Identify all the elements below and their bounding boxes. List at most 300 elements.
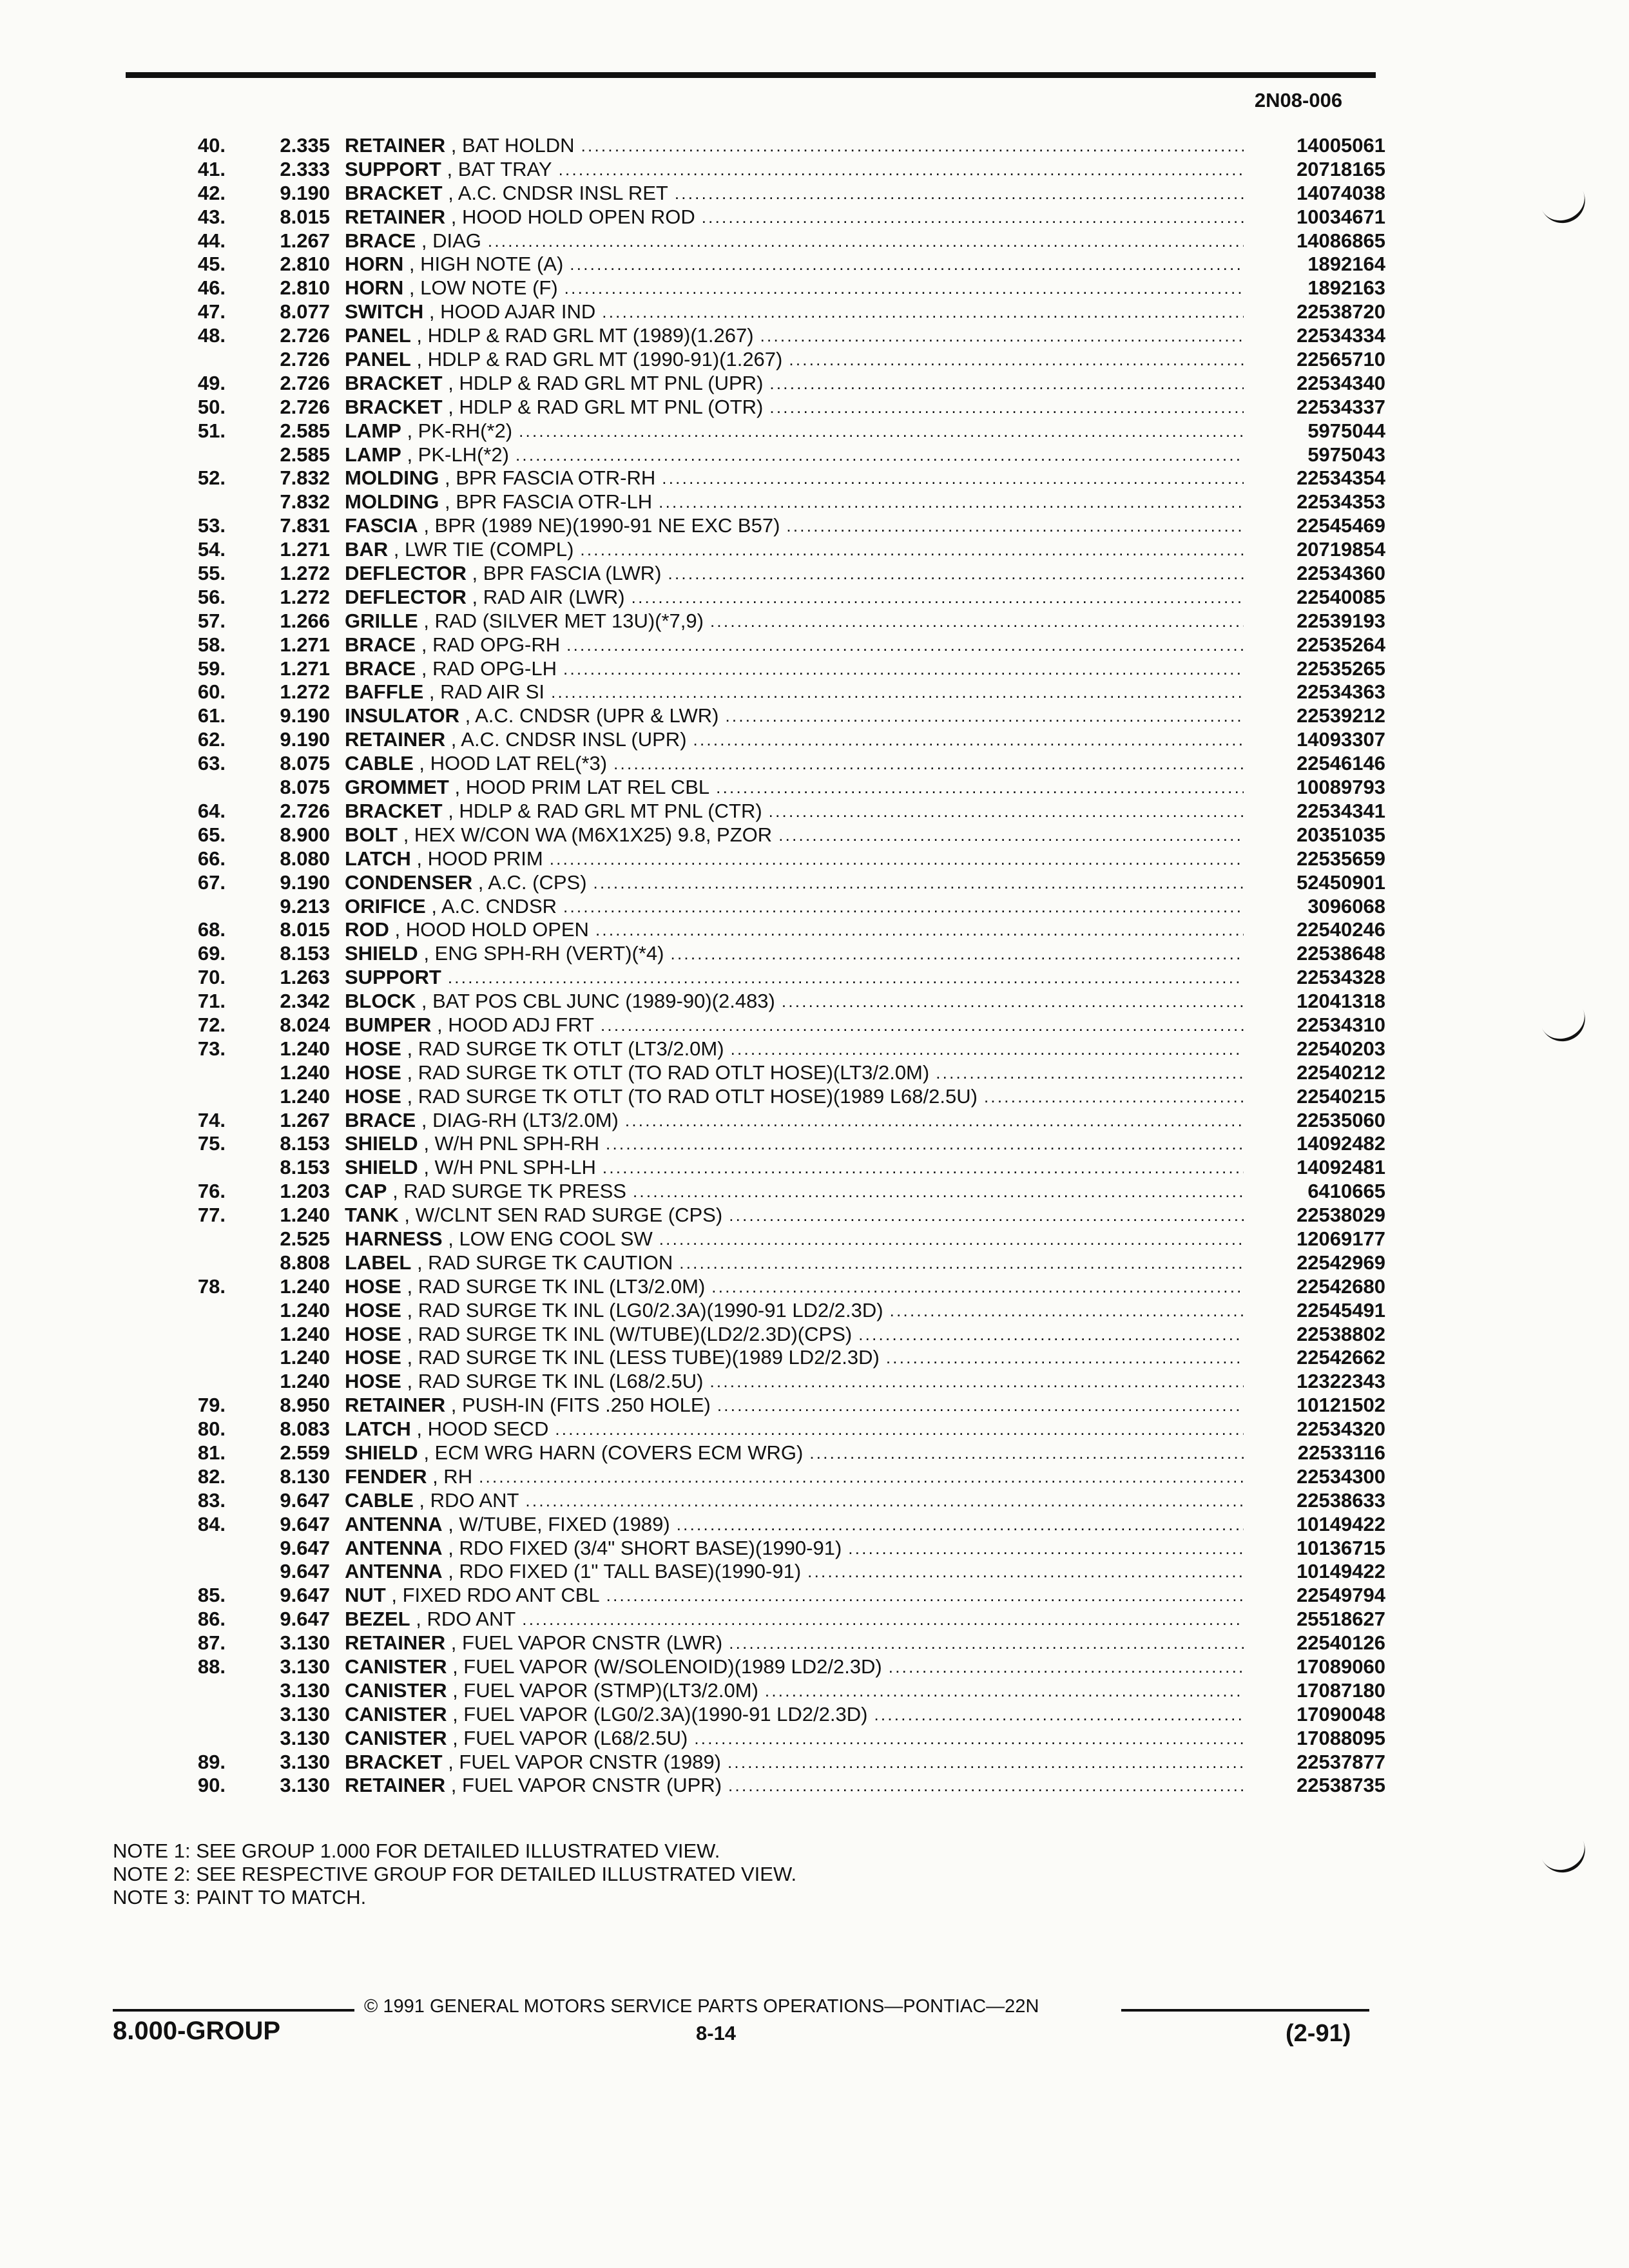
leader-dots xyxy=(778,823,1244,847)
binder-mark xyxy=(1539,185,1592,230)
part-description: , W/H PNL SPH-RH xyxy=(423,1132,600,1155)
part-description: , HOOD SECD xyxy=(416,1418,549,1441)
group-number: 8.153 xyxy=(280,942,330,965)
leader-dots xyxy=(769,372,1244,396)
group-number: 7.831 xyxy=(280,514,330,537)
item-number: 84. xyxy=(197,1512,226,1535)
group-number: 9.647 xyxy=(280,1560,330,1583)
part-description: , RDO ANT xyxy=(419,1488,519,1512)
notes xyxy=(113,1840,796,1909)
part-name: BRACE xyxy=(345,1108,416,1131)
group-number: 8.015 xyxy=(280,918,330,941)
group-number: 1.263 xyxy=(280,966,330,989)
part-number: 12041318 xyxy=(1296,990,1385,1013)
table-row xyxy=(161,990,1385,1014)
group-number: 2.525 xyxy=(280,1227,330,1250)
table-row xyxy=(161,633,1385,657)
part-name: ORIFICE xyxy=(345,894,426,918)
part-description: , RDO FIXED (1" TALL BASE)(1990-91) xyxy=(448,1560,802,1583)
item-number: 82. xyxy=(197,1465,226,1488)
group-number: 1.240 xyxy=(280,1346,330,1369)
table-row xyxy=(161,396,1385,419)
part-description: , HOOD ADJ FRT xyxy=(436,1013,594,1036)
group-number: 2.726 xyxy=(280,395,330,418)
leader-dots xyxy=(728,1751,1244,1774)
part-name: BLOCK xyxy=(345,990,416,1013)
part-name: LATCH xyxy=(345,847,411,870)
table-row xyxy=(161,1513,1385,1537)
part-number: 22535659 xyxy=(1296,847,1385,870)
group-number: 8.153 xyxy=(280,1132,330,1155)
table-row xyxy=(161,466,1385,490)
part-number: 10149422 xyxy=(1296,1512,1385,1535)
part-name: MOLDING xyxy=(345,490,439,514)
part-name: CANISTER xyxy=(345,1702,447,1725)
leader-dots xyxy=(522,1608,1244,1631)
part-description: , ENG SPH-RH (VERT)(*4) xyxy=(423,942,664,965)
leader-dots xyxy=(731,1037,1244,1061)
part-number: 22538633 xyxy=(1296,1488,1385,1512)
part-number: 22538648 xyxy=(1296,942,1385,965)
group-number: 9.647 xyxy=(280,1512,330,1535)
part-number: 22546146 xyxy=(1296,752,1385,775)
part-description: , RAD SURGE TK OTLT (LT3/2.0M) xyxy=(407,1037,724,1060)
part-description: , HDLP & RAD GRL MT (1989)(1.267) xyxy=(416,324,754,347)
part-description: , DIAG-RH (LT3/2.0M) xyxy=(421,1108,619,1131)
table-row xyxy=(161,1774,1385,1798)
leader-dots xyxy=(729,1631,1244,1655)
part-number: 1892164 xyxy=(1307,253,1385,276)
table-row xyxy=(161,1727,1385,1751)
leader-dots xyxy=(711,1275,1244,1299)
part-number: 22549794 xyxy=(1296,1584,1385,1607)
part-description: , BAT HOLDN xyxy=(450,134,575,157)
part-name: HOSE xyxy=(345,1322,401,1345)
leader-dots xyxy=(858,1323,1244,1347)
part-number: 22534300 xyxy=(1296,1465,1385,1488)
group-number: 9.190 xyxy=(280,704,330,727)
part-description: , A.C. (CPS) xyxy=(477,870,587,894)
item-number: 47. xyxy=(197,300,226,323)
part-number: 22540246 xyxy=(1296,918,1385,941)
part-name: FENDER xyxy=(345,1465,427,1488)
table-row xyxy=(161,966,1385,990)
table-row xyxy=(161,134,1385,158)
table-row xyxy=(161,1180,1385,1204)
leader-dots xyxy=(519,419,1244,443)
leader-dots xyxy=(580,538,1244,562)
part-description: , BPR FASCIA OTR-LH xyxy=(445,490,653,514)
table-row xyxy=(161,895,1385,919)
part-description: , HEX W/CON WA (M6X1X25) 9.8, PZOR xyxy=(403,823,773,846)
group-number: 3.130 xyxy=(280,1774,330,1797)
table-row xyxy=(161,871,1385,895)
item-number: 66. xyxy=(197,847,226,870)
part-name: SHIELD xyxy=(345,1132,418,1155)
top-rule xyxy=(126,72,1376,78)
group-number: 2.585 xyxy=(280,419,330,442)
page-code: 2N08-006 xyxy=(1254,89,1343,111)
part-number: 22535060 xyxy=(1296,1108,1385,1131)
leader-dots xyxy=(807,1560,1244,1584)
part-description: , FUEL VAPOR (L68/2.5U) xyxy=(452,1726,688,1749)
part-name: CABLE xyxy=(345,1488,414,1512)
part-description: , LOW NOTE (F) xyxy=(409,276,558,300)
part-number: 22538720 xyxy=(1296,300,1385,323)
table-row xyxy=(161,823,1385,847)
group-number: 9.190 xyxy=(280,870,330,894)
part-number: 6410665 xyxy=(1307,1180,1385,1203)
part-description: , BPR FASCIA OTR-RH xyxy=(445,466,656,490)
table-row xyxy=(161,752,1385,776)
table-row xyxy=(161,182,1385,206)
part-name: LAMP xyxy=(345,419,401,442)
part-name: HOSE xyxy=(345,1084,401,1108)
part-description: , HDLP & RAD GRL MT (1990-91)(1.267) xyxy=(416,348,783,371)
copyright: © 1991 GENERAL MOTORS SERVICE PARTS OPERATIONS—PONTIAC—22N xyxy=(364,1996,1039,2017)
part-name: RETAINER xyxy=(345,134,446,157)
table-row xyxy=(161,1584,1385,1608)
part-number: 17087180 xyxy=(1296,1678,1385,1702)
page-number: 8-14 xyxy=(696,2022,737,2044)
group-number: 8.130 xyxy=(280,1465,330,1488)
part-description: , BAT POS CBL JUNC (1989-90)(2.483) xyxy=(421,990,775,1013)
group-number: 3.130 xyxy=(280,1702,330,1725)
item-number: 78. xyxy=(197,1274,226,1298)
part-number: 22540126 xyxy=(1296,1631,1385,1655)
group-number: 3.130 xyxy=(280,1678,330,1702)
table-row xyxy=(161,1418,1385,1441)
part-name: CANISTER xyxy=(345,1678,447,1702)
item-number: 51. xyxy=(197,419,226,442)
group-number: 1.271 xyxy=(280,633,330,656)
leader-dots xyxy=(564,276,1244,300)
part-description: , HDLP & RAD GRL MT PNL (CTR) xyxy=(448,799,762,822)
leader-dots xyxy=(602,1156,1244,1180)
table-row xyxy=(161,942,1385,966)
part-description: , FUEL VAPOR CNSTR (1989) xyxy=(448,1750,721,1773)
part-description: , LWR TIE (COMPL) xyxy=(393,538,574,561)
table-row xyxy=(161,610,1385,633)
part-number: 22538802 xyxy=(1296,1322,1385,1345)
part-name: LABEL xyxy=(345,1251,412,1274)
group-number: 2.726 xyxy=(280,799,330,822)
part-number: 22534320 xyxy=(1296,1418,1385,1441)
part-number: 22540203 xyxy=(1296,1037,1385,1060)
group-number: 2.559 xyxy=(280,1441,330,1464)
part-description: , RAD SURGE TK PRESS xyxy=(392,1180,626,1203)
table-row xyxy=(161,704,1385,728)
part-name: CONDENSER xyxy=(345,870,473,894)
group-number: 9.647 xyxy=(280,1584,330,1607)
leader-dots xyxy=(559,158,1244,182)
part-number: 5975044 xyxy=(1307,419,1385,442)
part-number: 20718165 xyxy=(1296,157,1385,180)
item-number: 80. xyxy=(197,1418,226,1441)
revision: (2-91) xyxy=(1286,2020,1351,2047)
part-description: , BAT TRAY xyxy=(447,157,552,180)
part-number: 22540212 xyxy=(1296,1061,1385,1084)
part-name: SUPPORT xyxy=(345,966,441,989)
group-number: 9.647 xyxy=(280,1488,330,1512)
part-name: BAR xyxy=(345,538,389,561)
part-name: PANEL xyxy=(345,348,411,371)
leader-dots xyxy=(550,847,1244,871)
item-number: 65. xyxy=(197,823,226,846)
group-number: 7.832 xyxy=(280,466,330,490)
part-description: , HDLP & RAD GRL MT PNL (UPR) xyxy=(448,371,764,394)
group-number: 8.083 xyxy=(280,1418,330,1441)
part-description: , FUEL VAPOR CNSTR (LWR) xyxy=(450,1631,723,1655)
item-number: 77. xyxy=(197,1204,226,1227)
item-number: 49. xyxy=(197,371,226,394)
part-name: BRACKET xyxy=(345,181,443,204)
part-number: 22545491 xyxy=(1296,1298,1385,1321)
leader-dots xyxy=(613,752,1244,776)
table-row xyxy=(161,1751,1385,1774)
part-number: 22535265 xyxy=(1296,657,1385,680)
part-name: RETAINER xyxy=(345,1774,446,1797)
leader-dots xyxy=(488,229,1244,253)
leader-dots xyxy=(555,1418,1244,1441)
part-name: INSULATOR xyxy=(345,704,459,727)
part-number: 22534341 xyxy=(1296,799,1385,822)
part-description: , HOOD PRIM xyxy=(416,847,543,870)
part-description: , W/TUBE, FIXED (1989) xyxy=(448,1512,670,1535)
leader-dots xyxy=(889,1655,1244,1679)
part-description: , FUEL VAPOR (STMP)(LT3/2.0M) xyxy=(452,1678,758,1702)
part-number: 22545469 xyxy=(1296,514,1385,537)
part-description: , FIXED RDO ANT CBL xyxy=(391,1584,600,1607)
part-name: FASCIA xyxy=(345,514,418,537)
leader-dots xyxy=(760,324,1244,348)
item-number: 53. xyxy=(197,514,226,537)
binder-mark xyxy=(1539,1003,1592,1048)
part-number: 22533116 xyxy=(1297,1441,1385,1464)
part-number: 22539193 xyxy=(1296,609,1385,632)
table-row xyxy=(161,1037,1385,1061)
part-number: 22538029 xyxy=(1296,1204,1385,1227)
part-description: , A.C. CNDSR INSL (UPR) xyxy=(450,728,687,751)
leader-dots xyxy=(551,680,1244,704)
part-description: , A.C. CNDSR (UPR & LWR) xyxy=(465,704,719,727)
leader-dots xyxy=(602,300,1244,324)
part-name: TANK xyxy=(345,1204,399,1227)
table-row xyxy=(161,1346,1385,1370)
part-description: , RAD OPG-RH xyxy=(421,633,561,656)
item-number: 81. xyxy=(197,1441,226,1464)
item-number: 85. xyxy=(197,1584,226,1607)
table-row xyxy=(161,728,1385,752)
leader-dots xyxy=(659,490,1244,514)
item-number: 73. xyxy=(197,1037,226,1060)
part-name: ANTENNA xyxy=(345,1560,443,1583)
part-name: BRACKET xyxy=(345,371,443,394)
leader-dots xyxy=(662,466,1244,490)
item-number: 41. xyxy=(197,157,226,180)
group-number: 2.333 xyxy=(280,157,330,180)
group-number: 3.130 xyxy=(280,1750,330,1773)
part-name: HOSE xyxy=(345,1037,401,1060)
group-number: 8.015 xyxy=(280,205,330,228)
part-name: SWITCH xyxy=(345,300,424,323)
part-number: 22534353 xyxy=(1296,490,1385,514)
table-row xyxy=(161,443,1385,467)
group-number: 8.808 xyxy=(280,1251,330,1274)
group-number: 1.266 xyxy=(280,609,330,632)
group-number: 1.271 xyxy=(280,538,330,561)
part-name: MOLDING xyxy=(345,466,439,490)
part-description: , HIGH NOTE (A) xyxy=(409,253,564,276)
item-number: 58. xyxy=(197,633,226,656)
part-number: 22534310 xyxy=(1296,1013,1385,1036)
part-number: 22540085 xyxy=(1296,585,1385,608)
part-description: , HOOD HOLD OPEN ROD xyxy=(450,205,695,228)
table-row xyxy=(161,1560,1385,1584)
leader-dots xyxy=(717,1394,1244,1418)
leader-dots xyxy=(702,206,1244,229)
part-description: , HOOD LAT REL(*3) xyxy=(419,752,608,775)
part-description: , DIAG xyxy=(421,229,481,252)
part-number: 12069177 xyxy=(1296,1227,1385,1250)
item-number: 83. xyxy=(197,1488,226,1512)
group-number: 8.900 xyxy=(280,823,330,846)
group-number: 1.272 xyxy=(280,585,330,608)
part-number: 22534363 xyxy=(1296,680,1385,704)
part-name: BOLT xyxy=(345,823,398,846)
part-number: 14074038 xyxy=(1296,181,1385,204)
part-name: HORN xyxy=(345,253,404,276)
table-row xyxy=(161,514,1385,538)
part-name: LAMP xyxy=(345,443,401,466)
leader-dots xyxy=(709,1370,1244,1394)
item-number: 71. xyxy=(197,990,226,1013)
part-description: , HOOD AJAR IND xyxy=(429,300,596,323)
group-number: 8.075 xyxy=(280,752,330,775)
item-number: 62. xyxy=(197,728,226,751)
group-number: 9.190 xyxy=(280,728,330,751)
item-number: 90. xyxy=(197,1774,226,1797)
part-description: , FUEL VAPOR CNSTR (UPR) xyxy=(450,1774,722,1797)
group-number: 7.832 xyxy=(280,490,330,514)
table-row xyxy=(161,586,1385,610)
part-name: RETAINER xyxy=(345,728,446,751)
item-number: 67. xyxy=(197,870,226,894)
part-name: HOSE xyxy=(345,1370,401,1393)
part-description: , RAD AIR SI xyxy=(429,680,545,704)
leader-dots xyxy=(625,1109,1244,1133)
table-row xyxy=(161,1489,1385,1513)
leader-dots xyxy=(675,182,1244,206)
group-number: 3.130 xyxy=(280,1655,330,1678)
table-row xyxy=(161,490,1385,514)
part-description: , A.C. CNDSR INSL RET xyxy=(448,181,668,204)
table-row xyxy=(161,300,1385,324)
group-number: 9.213 xyxy=(280,894,330,918)
leader-dots xyxy=(659,1227,1244,1251)
group-number: 1.272 xyxy=(280,562,330,585)
part-name: DEFLECTOR xyxy=(345,585,467,608)
leader-dots xyxy=(601,1014,1244,1037)
part-description: , PK-LH(*2) xyxy=(407,443,509,466)
leader-dots xyxy=(606,1132,1244,1156)
table-row xyxy=(161,372,1385,396)
item-number: 70. xyxy=(197,966,226,989)
item-number: 54. xyxy=(197,538,226,561)
part-description: , RAD SURGE TK CAUTION xyxy=(416,1251,673,1274)
part-name: SHIELD xyxy=(345,1441,418,1464)
part-number: 10089793 xyxy=(1296,776,1385,799)
leader-dots xyxy=(563,657,1244,681)
part-name: RETAINER xyxy=(345,1394,446,1417)
group-number: 1.240 xyxy=(280,1084,330,1108)
item-number: 50. xyxy=(197,395,226,418)
part-name: HORN xyxy=(345,276,404,300)
leader-dots xyxy=(789,348,1244,372)
group-number: 1.240 xyxy=(280,1322,330,1345)
group-number: 1.240 xyxy=(280,1298,330,1321)
part-name: BUMPER xyxy=(345,1013,432,1036)
table-row xyxy=(161,1156,1385,1180)
table-row xyxy=(161,1703,1385,1727)
group-number: 2.726 xyxy=(280,324,330,347)
part-name: HOSE xyxy=(345,1061,401,1084)
part-number: 10149422 xyxy=(1296,1560,1385,1583)
part-name: GROMMET xyxy=(345,776,449,799)
part-description: , W/CLNT SEN RAD SURGE (CPS) xyxy=(404,1204,723,1227)
item-number: 45. xyxy=(197,253,226,276)
part-number: 22537877 xyxy=(1296,1750,1385,1773)
leader-dots xyxy=(693,728,1244,752)
item-number: 79. xyxy=(197,1394,226,1417)
leader-dots xyxy=(848,1537,1244,1561)
part-description: , RAD SURGE TK OTLT (TO RAD OTLT HOSE)(LT3/2.0M) xyxy=(407,1061,930,1084)
table-row xyxy=(161,562,1385,586)
leader-dots xyxy=(769,396,1244,419)
group-number: 8.077 xyxy=(280,300,330,323)
part-name: BRACKET xyxy=(345,799,443,822)
leader-dots xyxy=(769,800,1244,823)
item-number: 86. xyxy=(197,1608,226,1631)
part-name: BRACKET xyxy=(345,1750,443,1773)
part-description: , RAD SURGE TK INL (LG0/2.3A)(1990-91 LD2/2.3D) xyxy=(407,1298,883,1321)
item-number: 75. xyxy=(197,1132,226,1155)
item-number: 68. xyxy=(197,918,226,941)
group-number: 1.267 xyxy=(280,229,330,252)
part-number: 22542680 xyxy=(1296,1274,1385,1298)
part-name: RETAINER xyxy=(345,1631,446,1655)
part-description: , RAD SURGE TK INL (LT3/2.0M) xyxy=(407,1274,706,1298)
item-number: 40. xyxy=(197,134,226,157)
part-name: LATCH xyxy=(345,1418,411,1441)
leader-dots xyxy=(786,514,1244,538)
leader-dots xyxy=(725,704,1244,728)
group-number: 8.024 xyxy=(280,1013,330,1036)
part-description: , RAD SURGE TK INL (L68/2.5U) xyxy=(407,1370,704,1393)
group-number: 2.342 xyxy=(280,990,330,1013)
part-number: 22534328 xyxy=(1296,966,1385,989)
leader-dots xyxy=(595,918,1244,942)
part-description: , LOW ENG COOL SW xyxy=(448,1227,653,1250)
table-row xyxy=(161,348,1385,372)
part-number: 5975043 xyxy=(1307,443,1385,466)
part-number: 17088095 xyxy=(1296,1726,1385,1749)
table-row xyxy=(161,538,1385,562)
part-name: CAP xyxy=(345,1180,387,1203)
group-number: 1.240 xyxy=(280,1204,330,1227)
part-number: 14092482 xyxy=(1296,1132,1385,1155)
leader-dots xyxy=(668,562,1244,586)
